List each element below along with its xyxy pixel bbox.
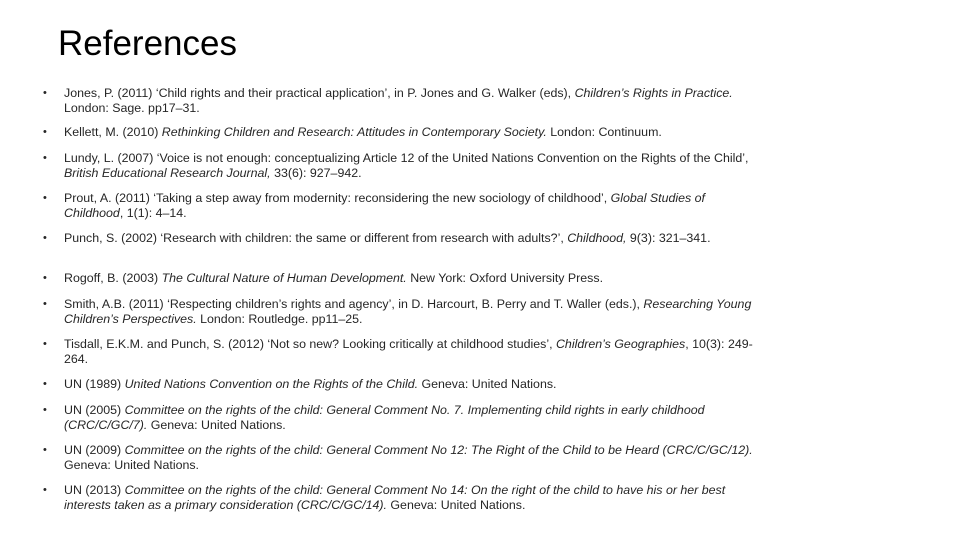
reference-segment: UN (2005) — [64, 403, 125, 417]
page-title: References — [58, 24, 237, 63]
bullet-icon: • — [43, 484, 47, 496]
reference-segment: , 10(3): 249-264. — [64, 337, 753, 366]
bullet-icon: • — [43, 152, 47, 164]
reference-segment: , 1(1): 4–14. — [119, 206, 187, 220]
reference-segment: London: Continuum. — [546, 125, 662, 139]
reference-segment: 33(6): 927–942. — [270, 166, 362, 180]
reference-text — [64, 231, 764, 246]
reference-segment: Jones, P. (2011) ‘Child rights and their practical application’, in P. Jones and G. Walker (eds), — [64, 86, 575, 100]
reference-segment: 9(3): 321–341. — [626, 231, 711, 245]
reference-segment: UN (2013) — [64, 483, 125, 497]
reference-segment: Geneva: United Nations. — [147, 418, 286, 432]
reference-text — [64, 125, 764, 140]
reference-title: Committee on the rights of the child: General Comment No. 7. Implementing child rights in early childhood (CRC/C/GC/7). — [64, 403, 705, 432]
reference-text — [64, 377, 764, 392]
reference-text — [64, 403, 764, 433]
reference-title: United Nations Convention on the Rights of the Child. — [124, 377, 419, 391]
reference-segment: Lundy, L. (2007) ‘Voice is not enough: conceptualizing Article 12 of the United Nations Convention on the Rights of the Child’, — [64, 151, 749, 165]
reference-title: The Cultural Nature of Human Development. — [161, 271, 407, 285]
reference-title: British Educational Research Journal, — [64, 166, 271, 180]
reference-text — [64, 337, 764, 367]
bullet-icon: • — [43, 126, 47, 138]
bullet-icon: • — [43, 444, 47, 456]
reference-segment: Geneva: United Nations. — [64, 458, 199, 472]
reference-segment: Punch, S. (2002) ‘Research with children: the same or different from research with adults?’, — [64, 231, 568, 245]
bullet-icon: • — [43, 192, 47, 204]
reference-title: Children’s Geographies — [555, 337, 686, 351]
reference-title: Global Studies of Childhood — [64, 191, 705, 220]
reference-segment: Kellett, M. (2010) — [64, 125, 162, 139]
reference-segment: London: Routledge. pp11–25. — [196, 312, 363, 326]
reference-segment: London: Sage. pp17–31. — [64, 101, 200, 115]
reference-text — [64, 297, 764, 327]
reference-segment: Tisdall, E.K.M. and Punch, S. (2012) ‘Not so new? Looking critically at childhood studies’, — [64, 337, 556, 351]
reference-segment: Prout, A. (2011) ‘Taking a step away from modernity: reconsidering the new sociology of childhood’, — [64, 191, 611, 205]
reference-text — [64, 191, 764, 221]
bullet-icon: • — [43, 298, 47, 310]
bullet-icon: • — [43, 378, 47, 390]
reference-title: Children’s Rights in Practice. — [574, 86, 733, 100]
bullet-icon: • — [43, 87, 47, 99]
reference-segment: UN (2009) — [64, 443, 125, 457]
reference-title: Rethinking Children and Research: Attitudes in Contemporary Society. — [161, 125, 547, 139]
reference-segment: Geneva: United Nations. — [386, 498, 526, 512]
reference-text — [64, 151, 764, 181]
reference-title: Childhood, — [567, 231, 627, 245]
reference-text — [64, 86, 764, 116]
reference-segment: UN (1989) — [64, 377, 125, 391]
bullet-icon: • — [43, 338, 47, 350]
reference-text — [64, 443, 764, 473]
reference-segment: Smith, A.B. (2011) ‘Respecting children’s rights and agency’, in D. Harcourt, B. Perry and T. Waller (eds.), — [64, 297, 644, 311]
reference-text — [64, 271, 764, 286]
bullet-icon: • — [43, 404, 47, 416]
reference-title: Committee on the rights of the child: General Comment No 12: The Right of the Child to be Heard (CRC/C/GC/12). — [124, 443, 753, 457]
reference-text — [64, 483, 764, 513]
bullet-icon: • — [43, 232, 47, 244]
reference-segment: New York: Oxford University Press. — [406, 271, 604, 285]
reference-title: Committee on the rights of the child: General Comment No 14: On the right of the child to have his or her best interests taken as a primary consideration (CRC/C/GC/14). — [64, 483, 726, 512]
reference-segment: Rogoff, B. (2003) — [64, 271, 162, 285]
reference-title: Researching Young Children’s Perspectives. — [64, 297, 752, 326]
reference-segment: Geneva: United Nations. — [418, 377, 557, 391]
bullet-icon: • — [43, 272, 47, 284]
